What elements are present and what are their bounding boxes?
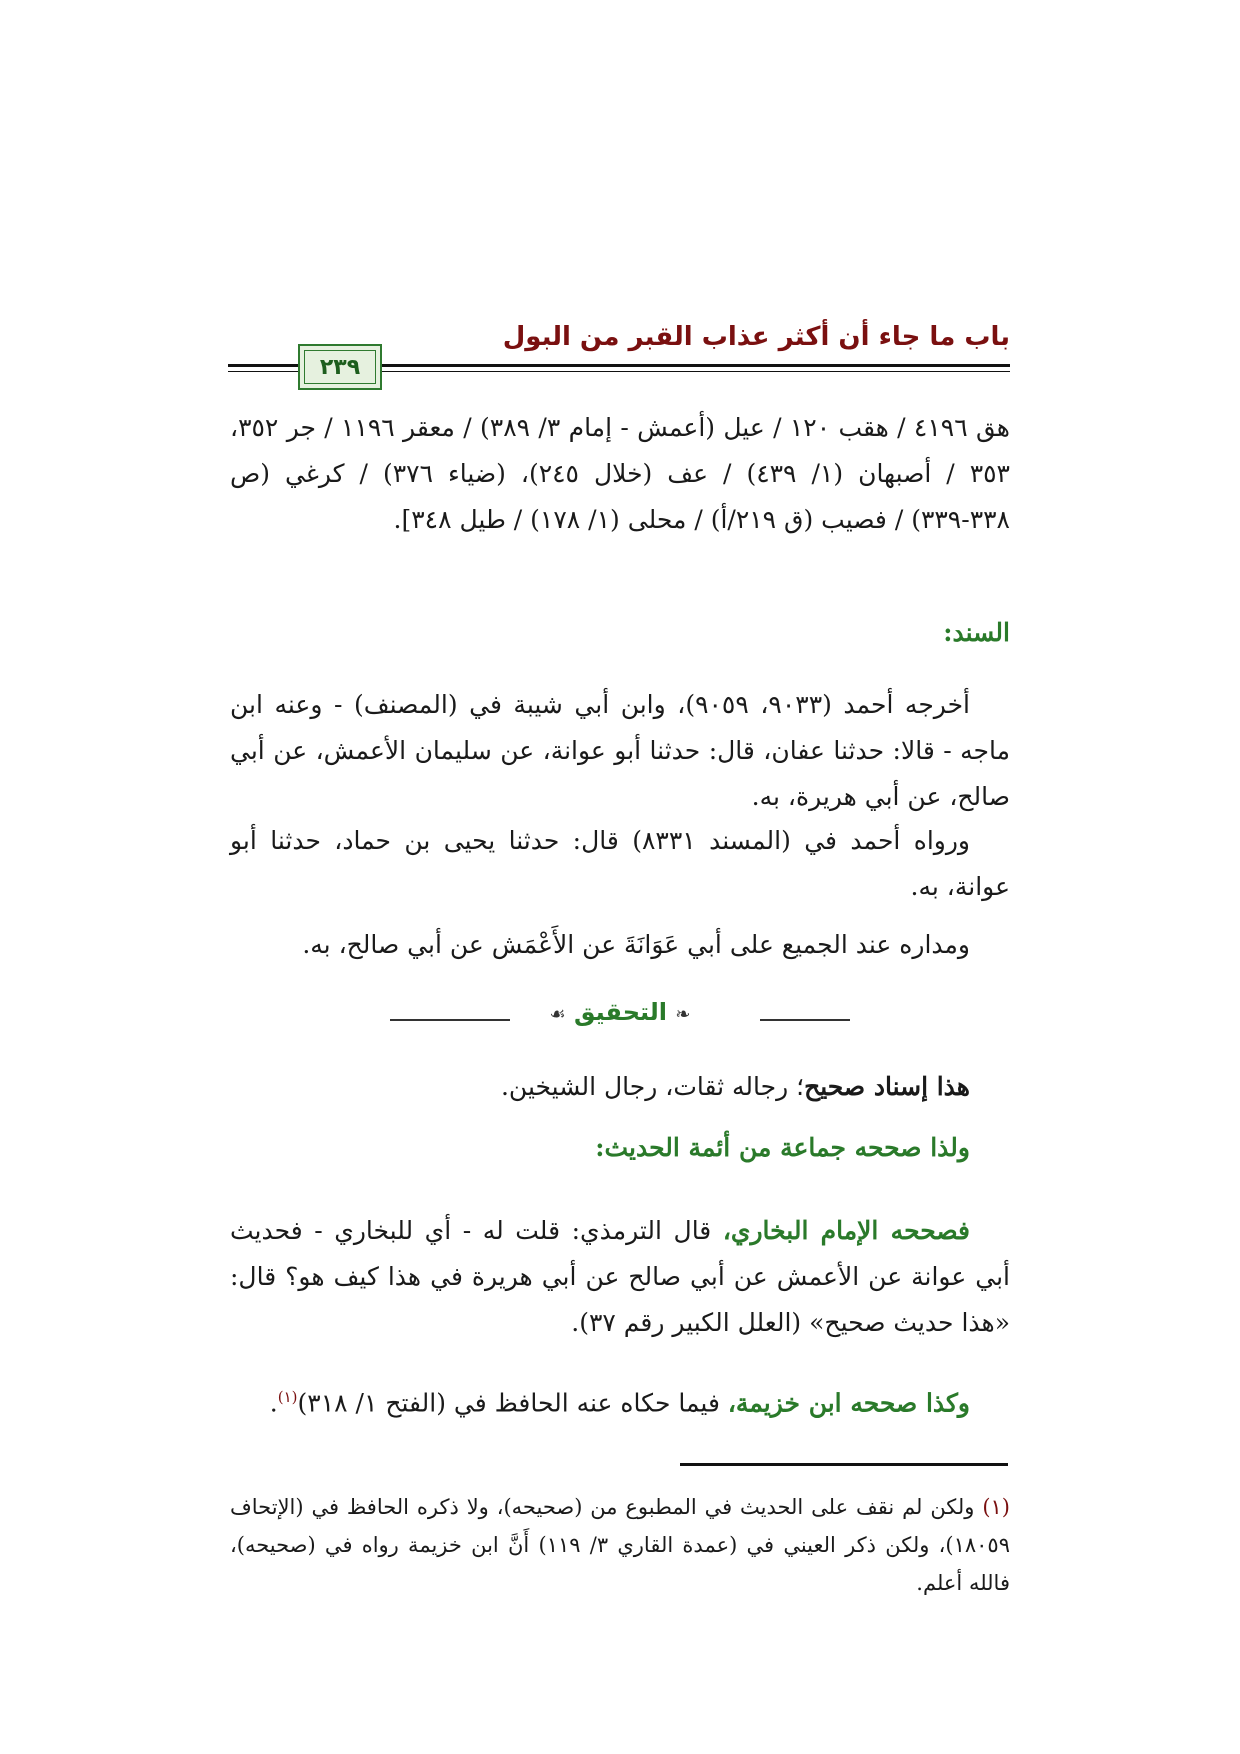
page-number-badge — [298, 344, 382, 390]
tahqiq-text-4: فيما حكاه عنه الحافظ في (الفتح ١/ ٣١٨) — [297, 1388, 728, 1418]
ornament-icon: ❧ — [675, 1004, 691, 1025]
footnote-text: ولكن لم نقف على الحديث في المطبوع من (صحيحه)، ولا ذكره الحافظ في (الإتحاف ١٨٠٥٩)، ولكن ذكر العيني في (عمدة القاري ٣/ ١١٩) أَنَّ ابن خزيمة رواه في (صحيحه)، فالله أعلم. — [230, 1495, 1010, 1595]
tahqiq-paragraph-3 — [230, 1208, 1010, 1346]
tahqiq-paragraph-4 — [230, 1374, 1010, 1426]
footnote-marker: (١) — [982, 1495, 1010, 1519]
tahqiq-text-3: قال الترمذي: قلت له - أي للبخاري - فحديث أبي عوانة عن الأعمش عن أبي صالح عن أبي هريرة في هذا كيف هو؟ قال: «هذا حديث صحيح» (العلل الكبير رقم ٣٧). — [230, 1216, 1010, 1337]
sanad-text-1: أخرجه أحمد (٩٠٣٣، ٩٠٥٩)، وابن أبي شيبة في (المصنف) - وعنه ابن ماجه - قالا: حدثنا عفان، قال: حدثنا أبو عوانة، عن سليمان الأعمش، عن أبي صالح، عن أبي هريرة، به. — [230, 690, 1010, 811]
footnote-reference[interactable]: (١) — [277, 1388, 298, 1406]
references-paragraph — [230, 405, 1010, 543]
sanad-heading: السند: — [943, 618, 1010, 647]
tahqiq-paragraph-1 — [230, 1064, 1010, 1110]
tahqiq-text-2: ولذا صححه جماعة من أئمة الحديث: — [595, 1133, 970, 1162]
tahqiq-title-row — [390, 998, 850, 1026]
header-rule-bottom-left — [228, 371, 300, 372]
sanad-paragraph-2 — [230, 818, 1010, 910]
tahqiq-text-4-end: . — [269, 1388, 278, 1418]
page-number: ٢٣٩ — [319, 354, 361, 380]
ornament-icon: ☙ — [549, 1004, 566, 1025]
sanad-text-2: ورواه أحمد في (المسند ٨٣٣١) قال: حدثنا يحيى بن حماد، حدثنا أبو عوانة، به. — [230, 826, 1010, 901]
header-rule-bottom-right — [368, 371, 1010, 372]
tahqiq-divider — [390, 998, 850, 1036]
tahqiq-emphasis-4: وكذا صححه ابن خزيمة، — [727, 1388, 970, 1418]
page-header — [228, 322, 1010, 392]
header-rule-top-left — [228, 364, 300, 367]
references-text: هق ٤١٩٦ / هقب ١٢٠ / عيل (أعمش - إمام ٣/ ٣٨٩) / معقر ١١٩٦ / جر ٣٥٢، ٣٥٣ / أصبهان (١/ ٤٣٩) / عف (خلال ٢٤٥)، (ضياء ٣٧٦) / كرغي (ص ٣٣٨-٣٣٩) / فصيب (ق ٢١٩/أ) / محلى (١/ ١٧٨) / طيل ٣٤٨]. — [230, 413, 1010, 534]
tahqiq-paragraph-2 — [230, 1125, 1010, 1171]
footnote-separator — [680, 1463, 1008, 1466]
sanad-paragraph-3 — [230, 922, 1010, 968]
sanad-text-3: ومداره عند الجميع على أبي عَوَانَةَ عن الأَعْمَش عن أبي صالح، به. — [302, 930, 970, 959]
tahqiq-emphasis-1: هذا إسناد صحيح — [804, 1072, 970, 1101]
sanad-paragraph-1 — [230, 682, 1010, 820]
tahqiq-heading: التحقيق — [574, 998, 668, 1026]
tahqiq-emphasis-3: فصححه الإمام البخاري، — [722, 1216, 970, 1245]
header-rule-top-right — [368, 364, 1010, 367]
tahqiq-text-1: ؛ رجاله ثقات، رجال الشيخين. — [500, 1072, 805, 1101]
chapter-title: باب ما جاء أن أكثر عذاب القبر من البول — [502, 322, 1010, 352]
footnotes — [230, 1488, 1010, 1602]
